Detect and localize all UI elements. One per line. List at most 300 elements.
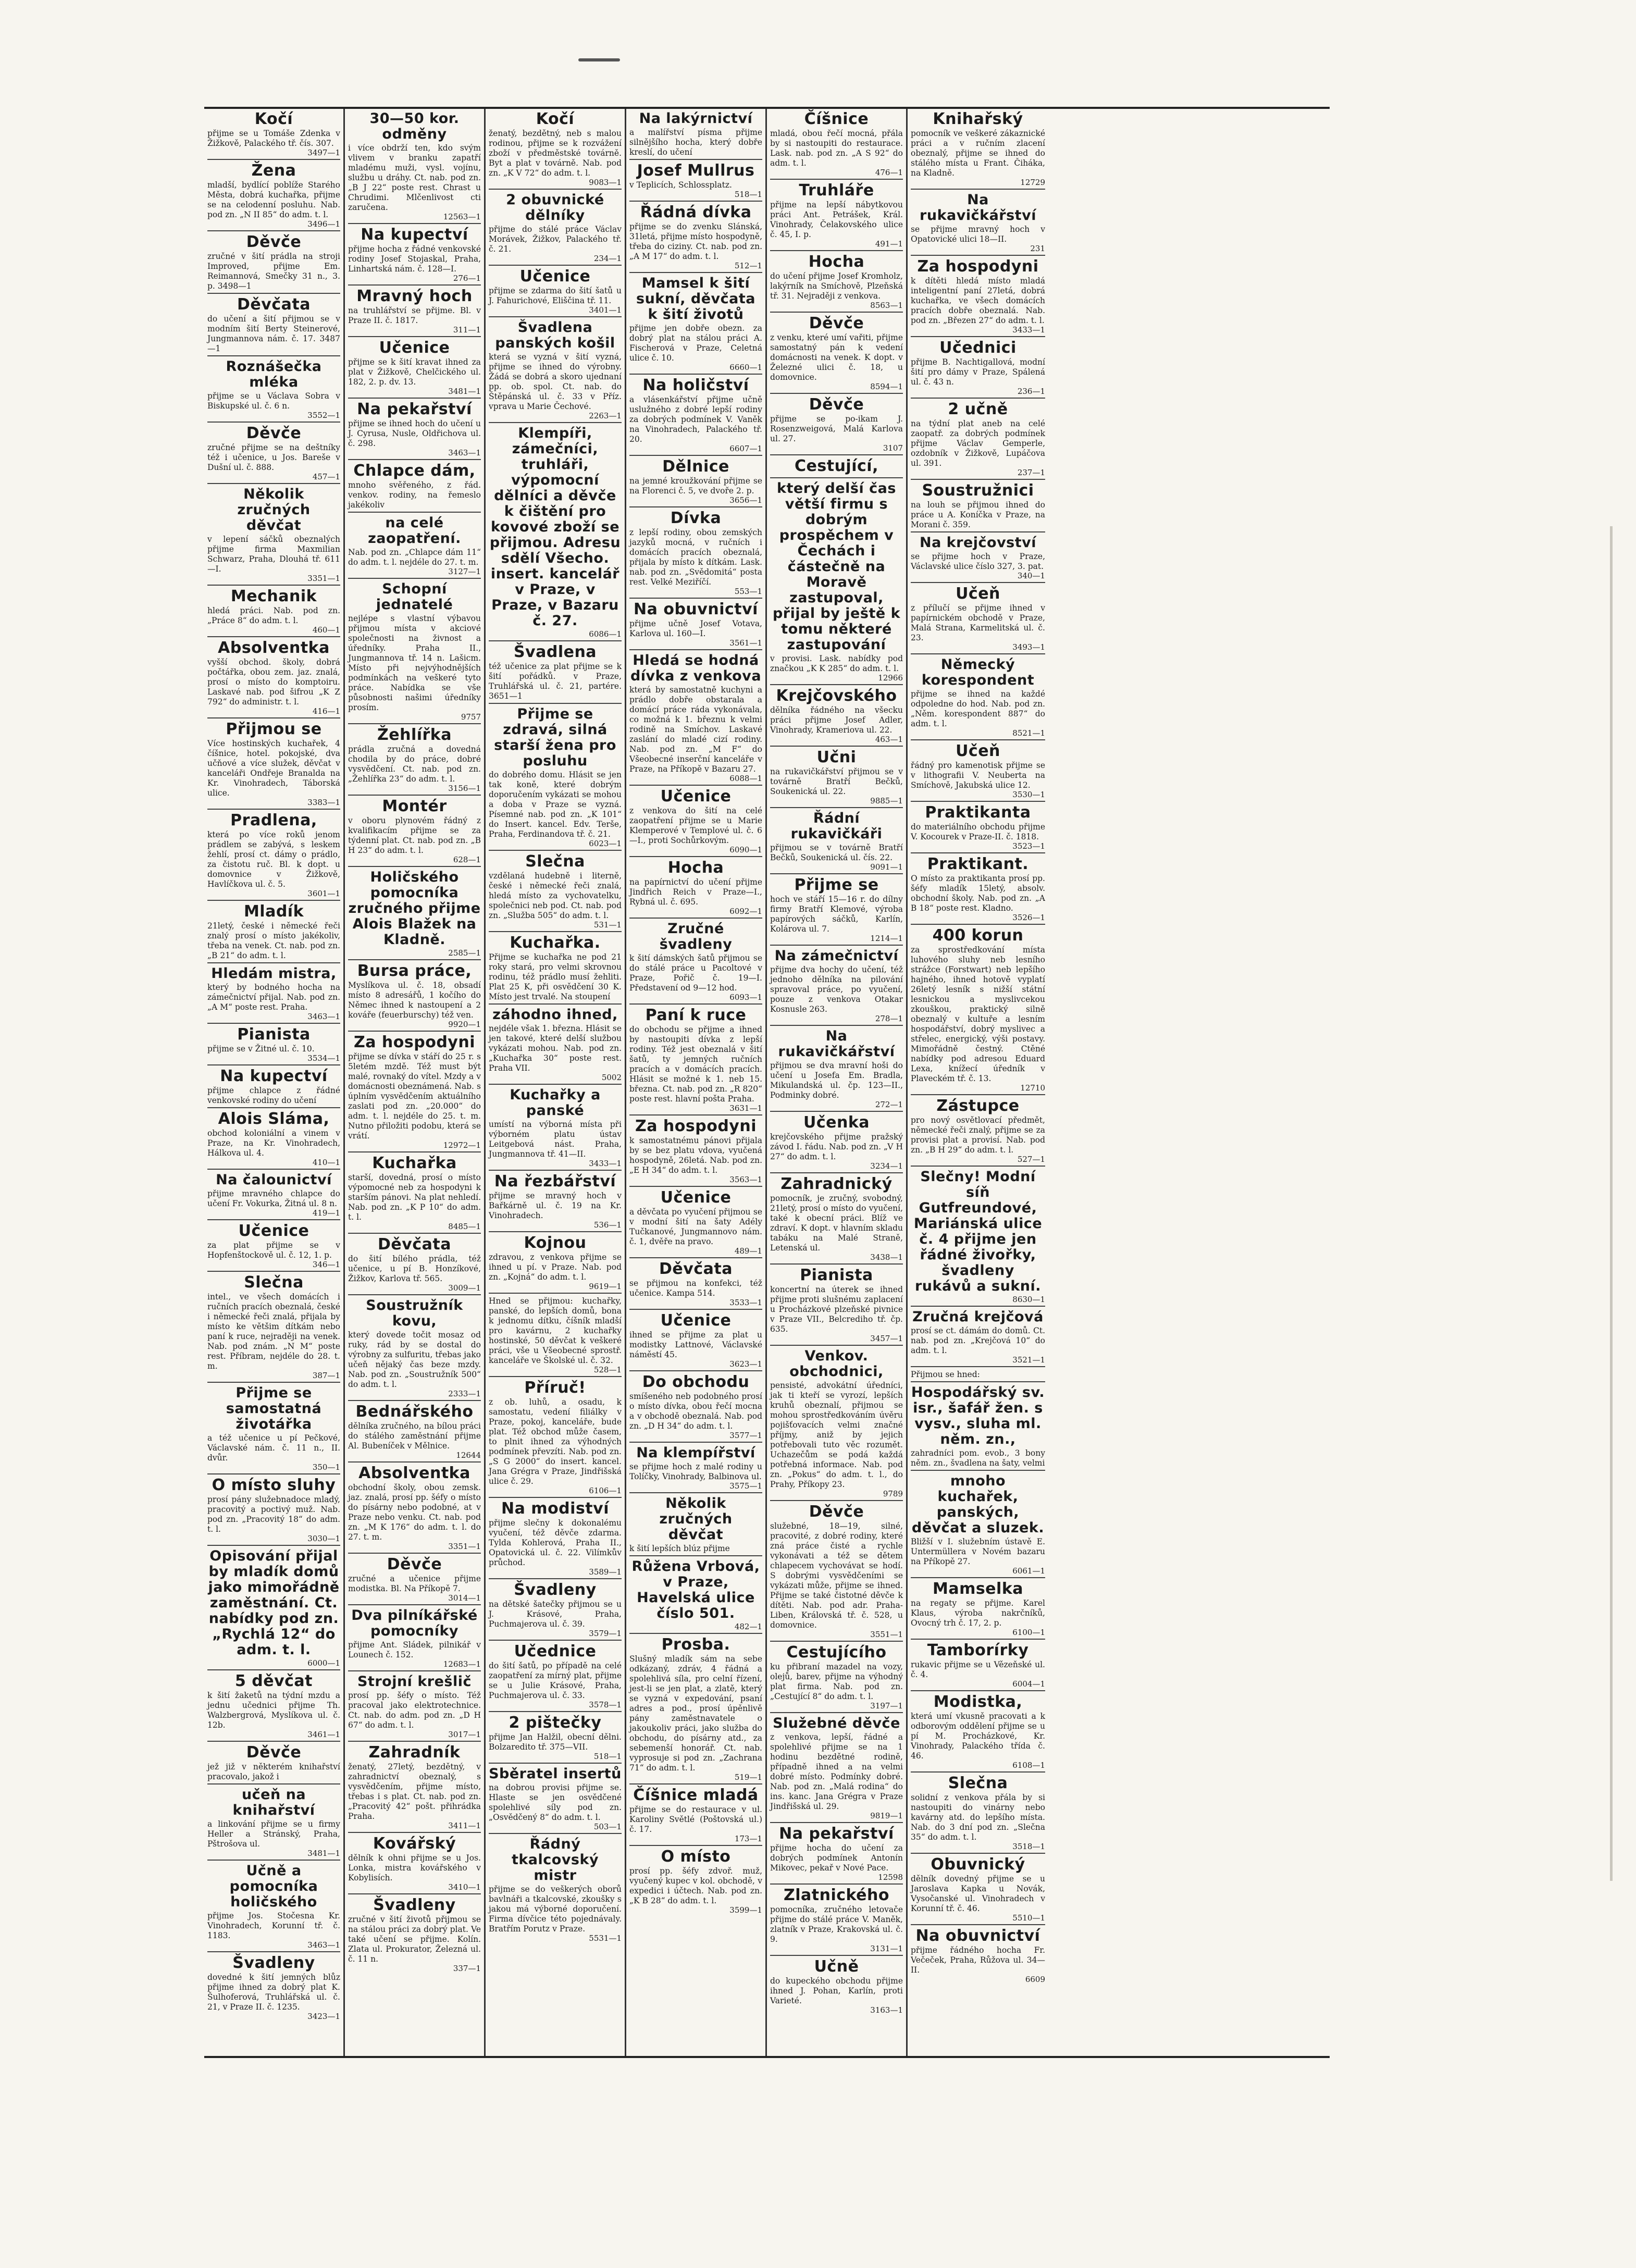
classified-ad (348, 1674, 481, 1742)
classified-ad (911, 1928, 1045, 1986)
ad-reference-number: 5531—1 (589, 1934, 622, 1943)
ad-reference-number: 536—1 (593, 1220, 622, 1230)
ad-heading: Kojnou (524, 1234, 587, 1252)
ad-text: za plat přijme se v Hopfenštockově ul. č. 12, 1. p. (207, 1241, 340, 1260)
classified-ad (629, 111, 762, 160)
ad-heading: Děvče (387, 1555, 442, 1573)
ad-reference-number: 6023—1 (589, 839, 622, 848)
ad-reference-number: 531—1 (593, 920, 622, 929)
ad-reference-number: 3014—1 (448, 1593, 481, 1603)
ad-text: prosí se ct. dámám do domů. Ct. nab. pod zn. „Krejčová 10“ do adm. t. l. (911, 1326, 1045, 1355)
ad-text: přijme se do zvenku Slánská, 31letá, přijme místo hospodyně, třeba do ciziny. Ct. nab. pod zn. „A M 17“ do adm. t. l. (629, 222, 762, 261)
ad-text: a též učenice u pí Pečkové, Václavské nám. č. 11 n., II. dvůr. (207, 1433, 340, 1463)
ad-reference-number: 3433—1 (1012, 325, 1045, 334)
ad-text: přijme se ihned hoch do učení u J. Cyrusa, Nusle, Oldřichova ul. č. 298. (348, 419, 481, 448)
ad-heading: Kuchařka (372, 1154, 457, 1172)
ad-reference-number: 272—1 (875, 1100, 903, 1109)
ad-heading: Zručná krejčová (912, 1309, 1044, 1325)
ad-heading: Hocha (808, 253, 865, 271)
ad-text: Slušný mladík sám na sebe odkázaný, zdráv, 4 řádná a spolehlivá síla, pro celní řízení, jest-li se jen plat, a zlatě, který se vyzná v expedování, psaní adres a pod., prosí úpěnlivě pány zaměstnavatele o jakoukoliv práci, jako služba do obchodu, do písárny atd., za sebemenší honorář. Ct. nab. vyprosuje si pod zn. „Zachrana 71“ do adm. t. l. (629, 1654, 762, 1773)
classified-ad (489, 1173, 622, 1232)
ad-reference-number: 350—1 (312, 1463, 340, 1472)
classified-ad (207, 1787, 340, 1861)
ad-heading: Služebné děvče (773, 1715, 900, 1731)
ad-text: přijme Ant. Sládek, pilnikář v Lounech č. 152. (348, 1640, 481, 1659)
ad-text: zručné v šití prádla na stroji Improved, přijme Em. Reimannová, Smečky 31 n., 3. p. 3498—1 (207, 252, 340, 291)
ad-heading: Na pekařství (779, 1825, 894, 1843)
classified-ad (489, 1501, 622, 1579)
ad-text: se přijme hoch v Praze, Václavské ulice číslo 327, 3. pat. (911, 552, 1045, 571)
ad-text: která by samostatně kuchyni a prádlo dobře obstarala a domácí práce ráda vykonávala, co možná k 1. březnu k velmi rodině na Smíchov. Laskavé zaslání do mladé cizí rodiny. Nab. pod zn. „M F“ do Všeobecné inserční kanceláře v Praze, na Příkopě v Bazaru 27. (629, 685, 762, 774)
ad-text: k šití žaketů na týdní mzdu a jednu učednici přijme Th. Walzbergrová, Myslíkova ul. č. 12b. (207, 1691, 340, 1730)
ad-reference-number: 3351—1 (448, 1542, 481, 1551)
ad-heading: Několik zručných děvčat (237, 486, 311, 534)
ad-heading: Na modiství (501, 1499, 609, 1518)
ad-reference-number: 6108—1 (1012, 1761, 1045, 1770)
ad-heading: Řádná dívka (640, 203, 752, 221)
ad-text: pomocník ve veškeré zákaznické práci a v ručním zlacení obeznalý, přijme se ihned do stálého místa u Frant. Čiháka, na Kladně. (911, 129, 1045, 178)
ad-heading: Na lakýrnictví (639, 110, 753, 127)
ad-heading: Přijme se samostatná životářka (226, 1385, 322, 1432)
ad-text: prádla zručná a dovedná chodila by do práce, dobré vysvědčení. Ct. nab. pod zn. „Žehlířka 23“ do adm. t. l. (348, 745, 481, 784)
ad-text: z venkova do šití na celé zaopatření přijme se u Marie Klemperové v Templové ul. č. 6—I., proti Sochůrkovým. (629, 806, 762, 845)
ad-text: vyšší obchod. školy, dobrá počtářka, obou zem. jaz. znalá, prosí o místo do komptoiru. Laskavé nab. pod šifrou „K Z 792“ do administr. t. l. (207, 658, 340, 707)
ad-reference-number: 8563—1 (870, 301, 903, 310)
classified-ad (629, 860, 762, 919)
ad-heading: Roznášečka mléka (226, 358, 322, 390)
ad-text: na dobrou provisi přijme se. Hlaste se jen osvědčené spolehlivé síly pod zn. „Osvědčený 8“ do adm. t. l. (489, 1783, 622, 1822)
ad-heading: Strojní krešlič (357, 1674, 472, 1690)
classified-ad (629, 1189, 762, 1258)
ad-reference-number: 3423—1 (307, 2012, 340, 2021)
classified-ad (629, 1496, 762, 1556)
ad-reference-number: 460—1 (312, 625, 340, 635)
ad-reference-number: 518—1 (593, 1752, 622, 1761)
ad-heading: Hledá se hodná dívka z venkova (630, 652, 762, 684)
classified-ad (770, 1114, 903, 1173)
classified-ad (489, 1380, 622, 1498)
ad-heading: Slečna (525, 852, 585, 871)
ad-text: zdravou, z venkova přijme se ihned u pí. v Praze. Nab. pod zn. „Kojná“ do adm. t. l. (489, 1253, 622, 1282)
ad-heading: Na holičství (642, 376, 749, 394)
ad-heading: Řádný tkalcovský mistr (511, 1836, 599, 1883)
ad-reference-number: 3577—1 (729, 1431, 762, 1440)
ad-reference-number: 3481—1 (448, 387, 481, 396)
ad-text: která po více roků jenom prádlem se zabývá, s leskem žehlí, prosí ct. dámy o prádlo, za čistotu ruč. Bl. k dopt. u domovnice v Žižkově, Havlíčkova ul. č. 5. (207, 830, 340, 889)
ad-text: z venkova, lepší, řádné a spolehlivé přijme se na 1 hodinu bezdětné rodině, případně ihned a na velmi dobré místo. Podmínky dobré. Nab. pod zn. „Malá rodina“ do ins. kanc. Jana Grégra v Praze Jindřišská ul. 29. (770, 1732, 903, 1811)
ad-reference-number: 3351—1 (307, 574, 340, 583)
ad-heading: Praktikant. (927, 855, 1029, 873)
ad-text: přijme učně Josef Votava, Karlova ul. 160—I. (629, 619, 762, 638)
ad-text: na týdní plat aneb na celé zaopatř. za dobrých podmínek přijme Václav Gemperle, ozdobník v Žižkově, Lupáčova ul. 391. (911, 419, 1045, 468)
ad-reference-number: 8485—1 (448, 1222, 481, 1231)
classified-ad (489, 192, 622, 266)
ad-heading: Na obuvnictví (634, 600, 758, 618)
classified-ad (207, 163, 340, 231)
ad-text: do dobrého domu. Hlásit se jen tak koně, které dobrým doporučením vykázati se mohou a doba v Praze se vyzná. Písemné nab. pod zn. „K 101“ do Insert. kancel. Edv. Terše, Praha, Ferdinandova tř. č. 21. (489, 770, 622, 839)
ad-text: na jemné kroužkování přijme se na Florenci č. 5, ve dvoře 2. p. (629, 476, 762, 495)
classified-ad (629, 377, 762, 456)
ad-text: se přijme hoch z malé rodiny u Tolíčky, Vinohrady, Balbinova ul. (629, 1462, 762, 1481)
ad-text: ihned se přijme za plat u modistky Lattnové, Václavské náměstí 45. (629, 1330, 762, 1359)
classified-ad (770, 1028, 903, 1112)
ad-reference-number: 5510—1 (1012, 1913, 1045, 1923)
ad-heading: učeň na knihařství (232, 1787, 315, 1818)
classified-ad (489, 426, 622, 641)
classified-ad (207, 640, 340, 718)
ad-reference-number: 8630—1 (1012, 1295, 1045, 1304)
classified-ad (207, 1548, 340, 1670)
ad-heading: Švadlena (513, 643, 597, 661)
classified-ad (629, 921, 762, 1005)
classified-ad (629, 1374, 762, 1443)
ad-text: na truhlářství se přijme. Bl. v Praze II. č. 1817. (348, 306, 481, 325)
classified-ad (348, 515, 481, 579)
ad-reference-number: 489—1 (734, 1246, 762, 1256)
ad-reference-number: 236—1 (1017, 387, 1045, 396)
ad-heading: Příruč! (524, 1379, 586, 1397)
classified-ad (770, 811, 903, 874)
ad-reference-number: 2585—1 (448, 948, 481, 958)
ad-text: přijme jen dobře obezn. za dobrý plat na stálou práci A. Fischerová v Praze, Celetná ulice č. 10. (629, 324, 762, 363)
ad-reference-number: 3457—1 (870, 1334, 903, 1343)
classified-ad (348, 1744, 481, 1833)
classified-ad (629, 1261, 762, 1310)
ad-reference-number: 9757 (461, 712, 481, 722)
ad-text: prosí pány služebnadoce mladý, pracovitý a poctivý muž. Nab. pod zn. „Pracovitý 18“ do adm. t. l. (207, 1495, 340, 1534)
ad-heading: Kuchařky a panské (510, 1087, 601, 1119)
ad-reference-number: 311—1 (453, 325, 481, 334)
ad-heading: Děvče (246, 233, 302, 251)
ad-text: přijme B. Nachtigallová, modní šití pro dámy v Praze, Spálená ul. č. 43 n. (911, 357, 1045, 387)
classified-ad (629, 1849, 762, 1916)
ad-reference-number: 9920—1 (448, 1020, 481, 1029)
ad-heading: Zahradník (368, 1743, 461, 1762)
ad-heading: Montér (382, 797, 447, 815)
ad-text: zahradníci pom. evob., 3 bony něm. zn., švadlena na šaty, velmi (911, 1448, 1045, 1468)
ad-text: z přílučí se přijme ihned v papírnickém obchodě v Praze, Malá Strana, Karmelitská ul. č. 23. (911, 603, 1045, 642)
ad-reference-number: 2263—1 (589, 411, 622, 420)
classified-ad (911, 1309, 1045, 1367)
ad-reference-number: 491—1 (875, 239, 903, 249)
ad-reference-number: 12710 (1020, 1083, 1045, 1093)
ad-text: i více obdrží ten, kdo svým vlivem v branku zapatří mladému muži, vysl. vojínu, službu u dráhy. Ct. nab. pod zn. „B J 22“ poste rest. Chrast u Chrudimi. Mlčenlivost cti zaručena. (348, 143, 481, 212)
ad-heading: Zástupce (936, 1097, 1020, 1115)
ad-reference-number: 6100—1 (1012, 1628, 1045, 1637)
classified-ad (770, 111, 903, 180)
ad-heading: Několik zručných děvčat (659, 1495, 733, 1543)
ad-reference-number: 3563—1 (729, 1175, 762, 1184)
ad-heading: Praktikanta (925, 803, 1031, 822)
classified-ad (207, 487, 340, 586)
ad-heading: Knihařský (933, 110, 1023, 128)
classified-ad (770, 877, 903, 946)
classified-ad (629, 1445, 762, 1493)
ads-column-2 (345, 109, 486, 2056)
classified-ad (489, 268, 622, 317)
ad-heading: Soustružník kovu, (366, 1297, 463, 1329)
ad-text: v Teplicích, Schlossplatz. (629, 180, 732, 190)
ad-text: přijmou se dva mravní hoši do učení u Josefa Em. Bradla, Mikulandská ul. čp. 123—II., Podminky dobré. (770, 1061, 903, 1100)
ad-heading: Pradlena, (230, 811, 317, 829)
ad-text: Bližší v I. služebním ústavě E. Untermüllera v Novém bazaru na Příkopě 27. (911, 1537, 1045, 1566)
classified-ad (348, 401, 481, 460)
classified-ad (489, 1087, 622, 1171)
ad-text: na papírnictví do učení přijme Jindřich Reich v Praze—I., Rybná ul. č. 695. (629, 877, 762, 907)
ad-heading: Na obuvnictví (915, 1927, 1040, 1945)
ad-text: přijme se v Žitné ul. č. 10. (207, 1044, 315, 1054)
ad-reference-number: 553—1 (734, 587, 762, 596)
ad-text: který dovede točit mosaz od ruky, rád by se dostal do výrobny za sulfuritu, třebas jako učeň nějaký čas beze mzdy. Nab. pod zn. „Soustružník 500“ do adm. t. l. (348, 1330, 481, 1389)
ad-text: která umí vkusně pracovati a k odborovým oddělení přijme se u pí M. Procházkové, Kr. Vinohrady, Palackého třída č. 46. (911, 1712, 1045, 1761)
ad-heading: Učednice (514, 1642, 597, 1660)
classified-ad (911, 1370, 1045, 1382)
ad-text: rukavic přijme se u Vězeňské ul. č. 4. (911, 1660, 1045, 1679)
classified-ad (770, 688, 903, 747)
classified-ad (770, 1887, 903, 1956)
ad-heading: Děvče (246, 424, 302, 442)
classified-ad (207, 1172, 340, 1220)
ad-text: přijme Jan Halžil, obecní dělni. Bolzaredito tř. 375—VII. (489, 1732, 622, 1752)
ad-text: O místo za praktikanta prosí pp. šéfy mladík 15letý, absolv. obchodní školy. Nab. pod zn. „A B 18“ poste rest. Kladno. (911, 874, 1045, 913)
ad-text: pensisté, advokátní úředníci, jak ti kteří se vyrozí, lepších kruhů obeznalí, přijmou se mohou sprostředkováním úvěru pojišťovacích velmi značné příjmy, aniž by jejich potřebovali tuto věc rozumět. Uchazečům se podá každá potřebná informace. Nab. pod zn. „Pokus“ do adm. t. l., do Prahy, Příkopy 23. (770, 1381, 903, 1489)
ad-text: Myslíkova ul. č. 18, obsadí místo 8 adresářů, 1 kočího do Němec ihned k nastoupení a 2 kováře (feuerburschy) též ven. (348, 981, 481, 1020)
classified-ad (629, 276, 762, 375)
ad-reference-number: 3521—1 (1012, 1355, 1045, 1365)
classified-ad (629, 510, 762, 599)
ad-heading: Švadlena panských košil (495, 319, 615, 351)
ad-heading: Pianista (800, 1266, 873, 1284)
ad-text: umístí na výborná místa při výborném platu ústav Leitgebová nást. Praha, Jungmannova tř. 41—II. (489, 1120, 622, 1159)
ad-heading: Učně a pomocníka holičského (229, 1863, 318, 1910)
ad-heading: Růžena Vrbová, v Praze, Havelská ulice číslo 501. (631, 1558, 760, 1621)
classified-ad (348, 798, 481, 867)
ad-reference-number: 387—1 (312, 1371, 340, 1380)
ad-heading: Krejčovského (776, 687, 897, 705)
ad-reference-number: 3601—1 (307, 889, 340, 898)
ad-reference-number: 340—1 (1017, 571, 1045, 580)
ad-heading: Za hospodyni (353, 1033, 476, 1051)
classified-ad (629, 458, 762, 507)
classified-ad (770, 1826, 903, 1885)
classified-ad (911, 482, 1045, 532)
ad-text: za sprostředkování místa luhového sluhy neb lesního strážce (Forstwart) neb lepšího hajného, ihned hotově vyplatí 26letý lesník s nižší státní lesnickou a myslivcekou zkouškou, praktický silně obeznalý v kultuře a lesním hospodářství, dobrý myslivec a střelec, energický, výši postavy. Mimořádně čestný. Ctěné nabídky pod adresou Eduard Lexa, knížecí úředník v Plaveckém tř. č. 13. (911, 945, 1045, 1083)
classified-ad (770, 1348, 903, 1501)
ad-heading: Přijme se (794, 876, 879, 894)
ad-reference-number: 9091—1 (870, 862, 903, 872)
ad-reference-number: 3578—1 (589, 1700, 622, 1709)
ad-text: na regaty se přijme. Karel Klaus, výroba nakrčníků, Ovocný trh č. 17, 2. p. (911, 1598, 1045, 1628)
ad-text: přijme chlapce z řádné venkovské rodiny do učení (207, 1086, 340, 1105)
ad-text: v oboru plynovém řádný z kvalifikacím přijme se za týdenní plat. Ct. nab. pod zn. „B H 23“ do adm. t. l. (348, 816, 481, 855)
classified-ad (348, 1298, 481, 1401)
ad-text: na louh se přijmou ihned do práce u A. Koníčka v Praze, na Morani č. 359. (911, 500, 1045, 529)
classified-ad (770, 948, 903, 1026)
ad-text: obchodní školy, obou zemsk. jaz. znalá, prosí pp. šéfy o místo do písárny nebo podobné, at v Praze nebo venku. Ct. nab. pod zn. „M K 176“ do adm. t. l. do 27. t. m. (348, 1483, 481, 1542)
classified-ad (207, 1111, 340, 1170)
ad-reference-number: 3656—1 (729, 495, 762, 505)
ad-heading: Učenice (660, 1311, 732, 1330)
ad-text: přijme se ihned na každé odpoledne do hod. Nab. pod zn. „Něm. korespondent 887“ do adm. t. l. (911, 689, 1045, 728)
ad-reference-number: 6090—1 (729, 845, 762, 854)
classified-ad (348, 1897, 481, 1975)
ad-heading: 400 korun (932, 926, 1024, 945)
ad-heading: Na klempířství (636, 1445, 755, 1461)
classified-ad (348, 1556, 481, 1605)
ad-reference-number: 5002 (601, 1073, 622, 1082)
classified-ad (770, 182, 903, 251)
ad-reference-number: 3463—1 (307, 1012, 340, 1021)
ad-text: dělníka zručného, na bílou práci do stálého zaměstnání přijme Al. Bubeníček v Mělnice. (348, 1421, 481, 1451)
ad-text: řádný pro kamenotisk přijme se v lithografii V. Neuberta na Smíchově, Jakubská ulice 12. (911, 761, 1045, 790)
ad-reference-number: 3401—1 (589, 305, 622, 315)
ad-reference-number: 3533—1 (729, 1298, 762, 1307)
ad-heading: Mladík (243, 902, 304, 921)
ad-reference-number: 3534—1 (307, 1054, 340, 1063)
classified-ad (348, 1034, 481, 1152)
ad-text: koncertní na úterek se ihned přijme proti slušnému zaplacení u Procházkové plzeňské pivnice v Praze VII., Belcrediho tř. čp. 635. (770, 1285, 903, 1334)
ad-reference-number: 503—1 (593, 1822, 622, 1831)
ad-text: z lepší rodiny, obou zemských jazyků mocná, v ručních i domácích pracích obeznalá, přijala by místo k dítkám. Lask. nab. pod zn. „Svědomitá“ posta rest. Velké Meziříčí. (629, 528, 762, 587)
ad-reference-number: 3523—1 (1012, 841, 1045, 851)
ad-heading: Na řezbářství (494, 1172, 616, 1191)
ad-text: a linkování přijme se u firmy Heller a Stránský, Praha, Pštrošova ul. (207, 1819, 340, 1849)
classified-ad (348, 963, 481, 1032)
classified-ad (629, 1559, 762, 1634)
ad-text: jež již v některém knihařství pracovalo, jakož i (207, 1762, 340, 1781)
ad-heading: Opisování přijal by mladík domů jako mimořádně zaměstnání. Ct. nabídky pod zn. „Rychlá 12“ do adm. t. l. (208, 1548, 340, 1658)
ad-text: přijme slečny k dokonalému vyučení, též děvče zdarma. Tylda Kohlerová, Praha II., Opatovická ul. č. 22. Vilímkův průchod. (489, 1518, 622, 1567)
ad-text: do učení a šití přijmou se v modním šití Berty Steinerové, Jungmannova nám. č. 17. 3487—1 (207, 314, 340, 353)
ad-reference-number: 3438—1 (870, 1253, 903, 1262)
ad-heading: Paní k ruce (645, 1006, 747, 1024)
ad-text: vzdělaná hudebně i literně, české i německé řeči znalá, hledá místo za vychovatelku, společnici neb pod. Ct. nab. pod zn. „Služba 505“ do adm. t. l. (489, 871, 622, 920)
classified-ad (629, 601, 762, 650)
classified-ad (489, 644, 622, 704)
ad-reference-number: 12598 (878, 1873, 903, 1882)
classified-ad (911, 340, 1045, 399)
ad-reference-number: 231 (1030, 244, 1045, 253)
ad-reference-number: 3496—1 (307, 219, 340, 229)
classified-ad (629, 1787, 762, 1846)
ad-text: Nab. pod zn. „Chlapce dám 11“ do adm. t. l. nejdéle do 27. t. m. (348, 548, 481, 567)
ad-heading: Na rukavičkářství (778, 1028, 895, 1060)
ad-reference-number: 3411—1 (448, 1821, 481, 1830)
classified-ad (348, 1465, 481, 1554)
ad-heading: Cestující, (795, 457, 878, 475)
ad-heading: Učenka (803, 1113, 870, 1132)
classified-ad (911, 1169, 1045, 1307)
classified-ad (629, 1637, 762, 1784)
ad-reference-number: 3461—1 (307, 1730, 340, 1739)
ad-heading: Dělnice (662, 457, 729, 476)
ad-reference-number: 3575—1 (729, 1481, 762, 1491)
ad-text: přijme se dívka v stáří do 25 r. s 5letém mzdě. Též must být malé, rovnaký do vítel. Mzdy a v domácnosti obeznámená. Nab. s úplním vysvědčením aktuálního zaslati pod zn. „20.000“ do adm. t. l. nejdéle do 25. t. m. Nutno přiložiti podobu, která se vrátí. (348, 1052, 481, 1141)
classified-ad (207, 966, 340, 1024)
classified-ad (770, 315, 903, 394)
ad-heading: Učeň (956, 742, 1000, 760)
classified-ad (911, 111, 1045, 190)
ad-reference-number: 3383—1 (307, 798, 340, 807)
ad-reference-number: 173—1 (734, 1834, 762, 1843)
classified-ad (911, 1473, 1045, 1578)
ad-text: pro nový osvětlovací předmět, německé řeči znalý, přijme se za provisi plat a provisí. Nab. pod zn. „B H 29“ do adm. t. l. (911, 1116, 1045, 1155)
ad-reference-number: 3589—1 (589, 1567, 622, 1577)
ad-heading: Slečny! Modní síň Gutfreundové, Mariánská ulice č. 4 přijme jen řádné živořky, švadleny rukávů a sukní. (913, 1169, 1043, 1294)
ad-text: na dětské šatečky přijmou se u J. Krásové, Praha, Puchmajerova ul. č. 39. (489, 1600, 622, 1629)
classified-ad (911, 192, 1045, 256)
classified-ad (629, 204, 762, 273)
ad-reference-number: 12729 (1020, 178, 1045, 187)
ad-text: do materiálního obchodu přijme V. Kocourek v Praze-II. č. 1818. (911, 822, 1045, 841)
ad-heading: 2 učně (948, 400, 1008, 418)
classified-ad (207, 1068, 340, 1108)
ad-reference-number: 3518—1 (1012, 1842, 1045, 1851)
ad-reference-number: 8594—1 (870, 382, 903, 391)
ad-text: zručné v šití životů přijmou se na stálou práci za dobrý plat. Ve také učení se přijme. Kolín. Zlata ul. Prokurator, Železná ul. č. 11 n. (348, 1915, 481, 1964)
classified-ad (348, 1155, 481, 1234)
ad-text: zručné a učenice přijme modistka. Bl. Na Příkopě 7. (348, 1574, 481, 1593)
classified-ad (348, 1608, 481, 1671)
ad-heading: Mravný hoch (356, 287, 473, 305)
ad-heading: Kočí (536, 110, 575, 128)
ad-text: přijme se k šití kravat ihned za plat v Žižkově, Chelčického ul. 182, 2. p. dv. 13. (348, 357, 481, 387)
ad-text: se přijmou na konfekci, též učenice. Kampa 514. (629, 1279, 762, 1298)
ad-reference-number: 628—1 (453, 855, 481, 864)
ad-heading: 2 pištečky (509, 1714, 602, 1732)
ad-reference-number: 9819—1 (870, 1811, 903, 1820)
ad-heading: Švadleny (373, 1896, 456, 1914)
ad-reference-number: 6660—1 (729, 363, 762, 372)
classified-ad (348, 111, 481, 224)
ad-heading: Klempíři, zámečníci, truhláři, výpomocní dělníci a děvče k čištění pro kovové zboží se přijmou. Adresu sdělí Všecho. insert. kancelář v Praze, v Praze, v Bazaru č. 27. (489, 425, 621, 629)
ad-reference-number: 6000—1 (307, 1658, 340, 1668)
ad-heading: Učenice (660, 787, 732, 805)
ad-text: přijme se do veškerých oborů bavlnáři a tkalcovské, zkoušky s jakou má výborné doporučení. Firma dívčice této pojednávaly. Bratřím Porutz v Praze. (489, 1885, 622, 1934)
classified-ad (207, 1673, 340, 1742)
classified-ad (348, 581, 481, 724)
ad-reference-number: 3017—1 (448, 1730, 481, 1739)
classified-ads-section (204, 107, 1330, 2058)
ad-heading: Učednici (939, 339, 1017, 357)
ad-reference-number: 3131—1 (870, 1944, 903, 1953)
classified-ad (770, 1176, 903, 1265)
ad-text: přijme se u Tomáše Zdenka v Žižkově, Palackého tř. čís. 307. (207, 129, 340, 148)
ad-heading: Švadleny (514, 1581, 597, 1599)
ad-heading: Schopní jednatelé (376, 581, 453, 613)
ad-reference-number: 276—1 (453, 274, 481, 283)
ad-text: smíšeného neb podobného prosí o místo dívka, obou řečí mocna a v obchodě obeznalá. Nab. pod zn. „D H 34“ do adm. t. l. (629, 1392, 762, 1431)
ad-text: přijme Jos. Stočesna Kr. Vinohradech, Korunní tř. č. 1183. (207, 1911, 340, 1940)
ad-heading: Číšnice (804, 110, 869, 128)
ad-reference-number: 3410—1 (448, 1882, 481, 1892)
ad-reference-number: 12972—1 (443, 1141, 481, 1150)
ad-text: Hned se přijmou: kuchařky, panské, do lepších domů, bona k jednomu dítku, číšník mladší pro kavárnu, 2 kuchařky hostinské, 50 děvčat k veškeré práci, vše u Všeobecné sprostř. kanceláře ve Školské ul. č. 32. (489, 1296, 622, 1365)
ad-text: přijme do stálé práce Václav Morávek, Žižkov, Palackého tř. č. 21. (489, 225, 622, 254)
ads-column-6 (908, 109, 1048, 2056)
ad-heading: Přijme se zdravá, silná starší žena pro posluhu (494, 706, 616, 769)
ad-text: též učenice za plat přijme se k šití pořádků. v Praze, Truhlářská ul. č. 21, partére. 3651—1 (489, 662, 622, 701)
ad-heading: Hospodářský sv. isr., šafář žen. s vysv., sluha ml. něm. zn., (911, 1384, 1045, 1447)
ad-heading: Na zámečnictví (774, 948, 899, 964)
print-mark (578, 58, 620, 61)
classified-ad (348, 870, 481, 960)
classified-ad (207, 111, 340, 160)
ad-heading: Za hospodyni (635, 1117, 757, 1135)
classified-ad (489, 1715, 622, 1764)
ad-heading: Zručné švadleny (659, 921, 733, 952)
classified-ad (629, 788, 762, 857)
